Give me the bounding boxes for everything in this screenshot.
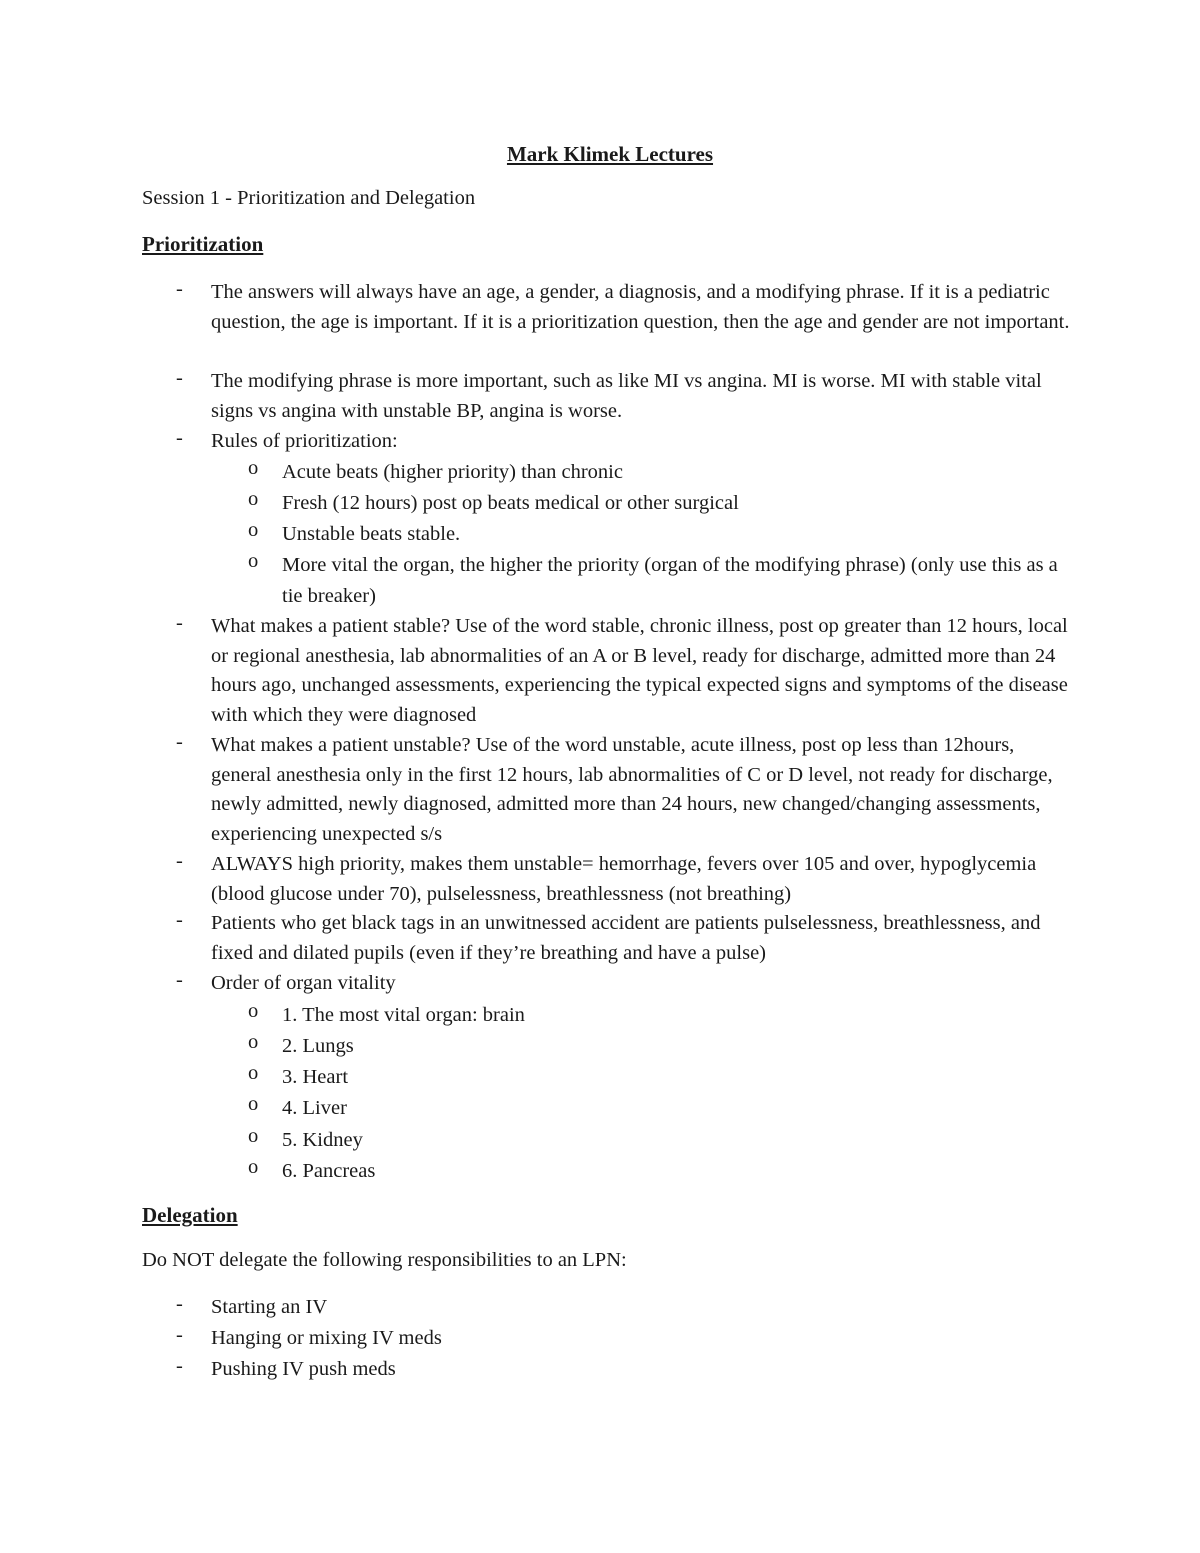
bullet-dash: - [176, 731, 183, 753]
list-item-text: Starting an IV [211, 1296, 328, 1318]
bullet-circle: o [248, 1156, 259, 1178]
delegation-heading: Delegation [142, 1203, 238, 1227]
bullet-dash: - [176, 1293, 183, 1315]
list-item-text: The answers will always have an age, a gender, a diagnosis, and a modifying phrase. If it is a pediatric question, the age is important. If it is a prioritization question, then the age and gender are not important. [211, 281, 1070, 333]
list-item-text: The modifying phrase is more important, such as like MI vs angina. MI is worse. MI with stable vital signs vs angina with unstable BP, angina is worse. [211, 370, 1042, 422]
list-item-text: Pushing IV push meds [211, 1358, 396, 1380]
bullet-dash: - [176, 1355, 183, 1377]
bullet-circle: o [248, 519, 259, 541]
prioritization-heading: Prioritization [142, 232, 264, 256]
list-item-text: 3. Heart [282, 1066, 349, 1088]
list-item-text: Acute beats (higher priority) than chronic [282, 461, 623, 483]
bullet-dash: - [176, 1324, 183, 1346]
list-item-text: Order of organ vitality [211, 972, 396, 994]
bullet-circle: o [248, 488, 259, 510]
delegation-intro: Do NOT delegate the following responsibilities to an LPN: [142, 1249, 627, 1271]
list-item-text: Hanging or mixing IV meds [211, 1327, 442, 1349]
document-title: Mark Klimek Lectures [506, 142, 714, 166]
bullet-circle: o [248, 1093, 259, 1115]
list-item-text: What makes a patient stable? Use of the word stable, chronic illness, post op greater than 12 hours, local or regional anesthesia, lab abnormalities of an A or B level, ready for discharge, admitted more than 24 hours ago, unchanged assessments, experiencing the typical expected signs and symptoms of the disease with which they were diagnosed [211, 615, 1068, 726]
bullet-dash: - [176, 278, 183, 300]
list-item-text: What makes a patient unstable? Use of the word unstable, acute illness, post op less than 12hours, general anesthesia only in the first 12 hours, lab abnormalities of C or D level, not ready for discharge, newly admitted, newly diagnosed, admitted more than 24 hours, new changed/changing assessments, experiencing unexpected s/s [211, 734, 1053, 845]
bullet-circle: o [248, 550, 259, 572]
list-item-text: Rules of prioritization: [211, 430, 398, 452]
list-item-text: 1. The most vital organ: brain [282, 1004, 525, 1026]
bullet-circle: o [248, 457, 259, 479]
bullet-dash: - [176, 909, 183, 931]
list-item-text: 5. Kidney [282, 1129, 363, 1151]
bullet-circle: o [248, 1000, 259, 1022]
list-item-text: ALWAYS high priority, makes them unstable= hemorrhage, fevers over 105 and over, hypoglycemia (blood glucose under 70), pulselessness, breathlessness (not breathing) [211, 853, 1037, 905]
list-item-text: More vital the organ, the higher the priority (organ of the modifying phrase) (only use this as a tie breaker) [282, 554, 1058, 607]
bullet-dash: - [176, 427, 183, 449]
list-item-text: 4. Liver [282, 1097, 347, 1119]
bullet-circle: o [248, 1031, 259, 1053]
list-item-text: 6. Pancreas [282, 1160, 376, 1182]
session-subtitle: Session 1 - Prioritization and Delegation [142, 187, 476, 209]
bullet-dash: - [176, 969, 183, 991]
list-item-text: Patients who get black tags in an unwitnessed accident are patients pulselessness, breathlessness, and fixed and dilated pupils (even if they’re breathing and have a pulse) [211, 912, 1041, 964]
list-item-text: 2. Lungs [282, 1035, 354, 1057]
list-item-text: Unstable beats stable. [282, 523, 461, 545]
bullet-circle: o [248, 1062, 259, 1084]
bullet-dash: - [176, 850, 183, 872]
list-item-text: Fresh (12 hours) post op beats medical or other surgical [282, 492, 739, 514]
bullet-dash: - [176, 612, 183, 634]
bullet-circle: o [248, 1125, 259, 1147]
bullet-dash: - [176, 367, 183, 389]
